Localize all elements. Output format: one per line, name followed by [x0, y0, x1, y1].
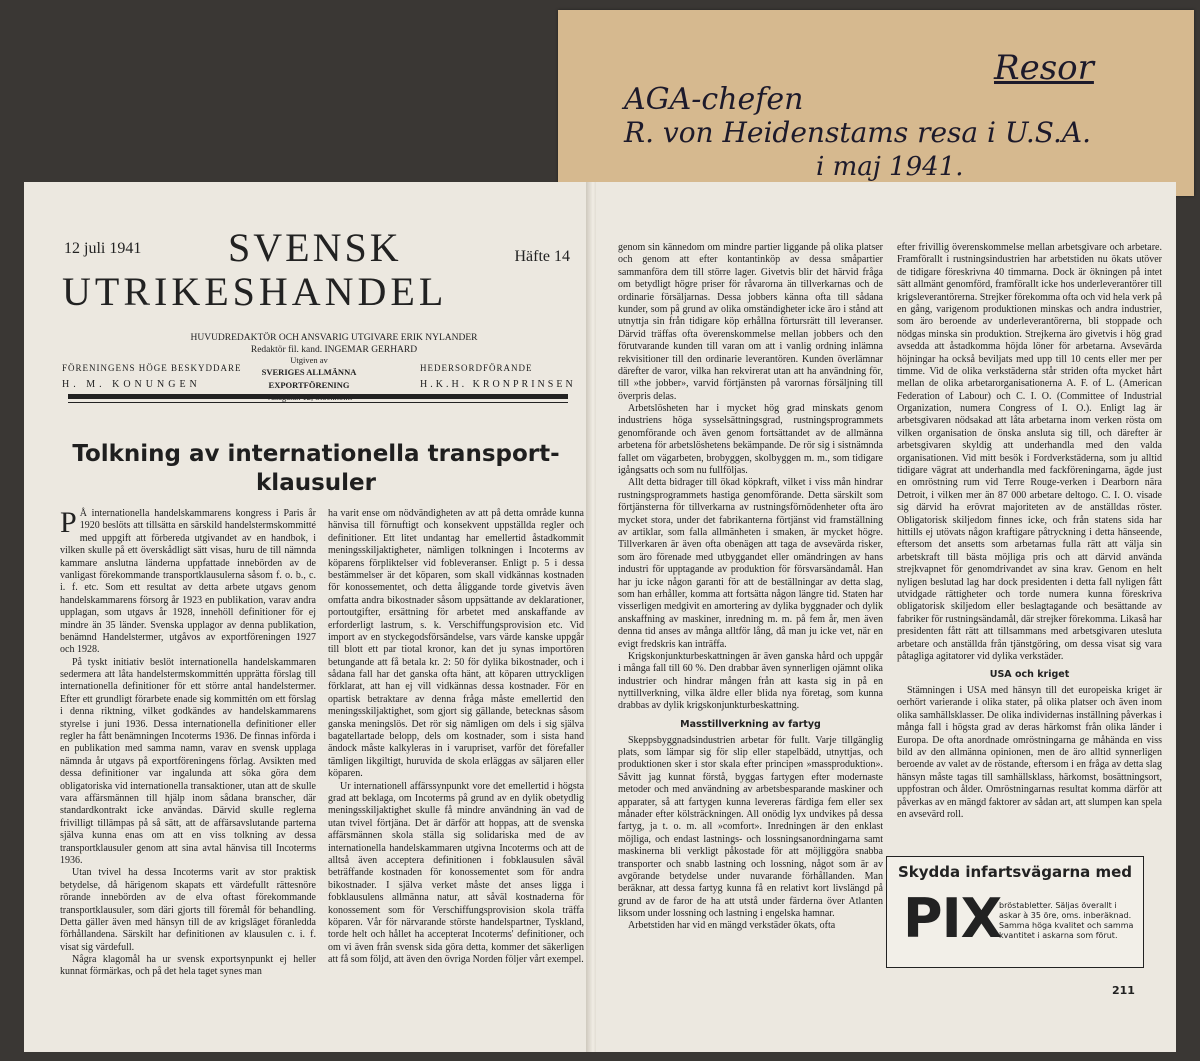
left-page — [24, 182, 592, 1052]
note-line-1: AGA-chefen — [624, 82, 804, 117]
honorary-name: H.K.H. KRONPRINSEN — [420, 379, 576, 391]
note-line-3: i maj 1941. — [816, 152, 964, 182]
patron-label: FÖRENINGENS HÖGE BESKYDDARE — [62, 363, 242, 373]
drop-cap: P — [60, 506, 77, 539]
paragraph: Några klagomål ha ur svensk exportsynpunkt ej heller kunnat förmärkas, och på det hela taget synes man — [60, 954, 316, 978]
honorary-block — [420, 360, 576, 394]
note-title: Resor — [994, 48, 1094, 88]
ad-brand: PIX — [903, 887, 1002, 950]
paragraph: Skeppsbyggnadsindustrien arbetar för fullt. Varje tillgänglig plats, som lämpar sig för slip eller stapelbädd, utnyttjas, och produktionen sker i stor skala efter principen »massproduktion». Såvitt jag kunnat förstå, byggas fartygen efter modernaste metoder och med användning av arbetsbesparande maskiner och apparater, så att fartygen kunna levereras färdiga fem eller sex månader efter kölsträckningen. All onödig lyx undvikes på dessa fartyg, ja t. o. m. all »comfort». Inredningen är den enklast möjliga, och endast lastnings- och lossningsanordningarna samt maskinerna bli verkligt påkostade för att möjliggöra snabba transporter och snabb lastning och lossning, något som är av avgörande betydelse under nuvarande förhållanden. Man beräknar, att dessa fartyg kunna få en relativt kort livslängd på grund av de faror de ha att utstå under färderna över Atlanten liksom under lossning och lastning i engelska hamnar. — [618, 734, 883, 920]
paragraph: Å internationella handelskammarens kongress i Paris år 1920 beslöts att tillsätta en särskild handelstermskommitté med uppgift att förbereda utgivandet av en handbok, i vilken skulle på ett överskådligt sätt visas, huru de till nämnda kammare anslutna länderna uppfattade innebörden av de vanligast förekommande transportklausulerna såsom f. o. b., c. i. f. etc. Som ett resultat av detta arbete utgavs genom handelskammarens försorg år 1923 en publikation, varav andra upplagan, som utgavs år 1928, innehöll definitioner för ej mindre än 35 länder. Svenska upplagor av denna publikation, benämnd Handelstermer, utgåvos av exportföreningen 1927 och 1928. — [60, 508, 316, 656]
paragraph: Krigskonjunkturbeskattningen är även ganska hård och uppgår i många fall till 60 %. Den drabbar även synnerligen ojämnt olika industrier och hindrar mången från att kasta sig in på en nyttillverkning, vilka äldre eller blida nya företag, som kunna drabbas av dylik krigskonjunkturbeskattning. — [618, 650, 883, 712]
publisher-name: SVERIGES ALLMÄNNA EXPORTFÖRENING — [261, 367, 357, 390]
article-column-1 — [60, 508, 316, 979]
paragraph: Allt detta bidrager till ökad köpkraft, vilket i viss mån hindrar rustningsprogrammets hastiga genomförande. Detta särskilt som förtjänsterna för tillverkarna av rustningsförnödenheter ofta äro mycket stora, under det fabrikanterna förtjänst vid framställning av artiklar, som falla allmänheten i smaken, är mycket högre. Tillverkaren är även ofta obenägen att taga de avsevärda risker, som äro förenade med utbyggandet eller omändringen av hans industri för upptagande av produktion för försvarsändamål. Han har ju icke någon garanti för att de beställningar av detta slag, som han erhåller, komma att fortsätta någon längre tid. Staten har visserligen medgivit en amortering av dylika byggnader och dylik anskaffning av maskiner, inredning m. m. på fem år, men även denna tid anses av många alltför lång, då man ju icke vet, när en evigt fredskris kan inträffa. — [618, 477, 883, 650]
handwritten-note — [558, 10, 1194, 196]
issue-number: Häfte 14 — [514, 248, 570, 265]
masthead-rule — [68, 394, 568, 399]
pix-advertisement — [886, 856, 1144, 968]
editor-line — [164, 332, 504, 357]
page2-column-1 — [618, 242, 883, 933]
paragraph: Stämningen i USA med hänsyn till det europeiska kriget är oerhört varierande i olika stater, på olika platser och även inom olika samhällsklasser. De olika individernas inställning påverkas i många fall i högsta grad av deras härkomst från olika länder i Europa. De ofta anordnade omröstningarna ge måhända en viss bild av den allmänna opinionen, men de äro alltid synnerligen beroende av valet av de röstande, eftersom i en fråga av detta slag hänsyn måste tagas till samhällsklass, härkomst, bosättningsort, uppfostran och ålder. Omröstningarnas resultat komma därför att påverkas av en mängd faktorer av sådan art, att slumpen kan spela en avsevärd roll. — [897, 685, 1162, 820]
article-body — [60, 508, 584, 979]
masthead-rule-thin — [68, 402, 568, 403]
paragraph: ha varit ense om nödvändigheten av att på detta område kunna hänvisa till förnuftigt och konsekvent uppställda regler och definitioner. Ett litet undantag har emellertid åstadkommit meningsskiljaktigheter, nämligen tolkningen i Incoterms av köparens förpliktelser vid fobleveranser. Enligt p. 5 i dessa bestämmelser är det köparen, som skall vidkännas kostnaden för konossementet, och detta åliggande torde givetvis även omfatta andra bikostnader såsom uppsättande av deklarationer, portoutgifter, ersättning för arbetet med anskaffande av erforderligt lastrum, s. k. Verschiffungsprovision etc. Vid import av en styckegodsförsändelse, vars värde kanske uppgår till blott ett par tiotal kronor, kan det ju synas importören betungande att få betala kr. 2: 50 för dylika bikostnader, och i sådana fall har det ganska ofta hänt, att köparen uttryckligen förklarat, att han ej vill vidkännas dessa kostnader. För en opartisk betraktare av denna fråga måste emellertid den meningsskiljaktighet, som gjort sig gällande, betecknas såsom ganska meningslös. Det rör sig nämligen om dels i sig själva bagatellartade belopp, dels om kostnader, som i sista hand ändock måste kalkyleras in i varupriset, varför det förefaller tämligen likgiltigt, huruvida de skola erläggas av säljaren eller köparen. — [328, 508, 584, 780]
paragraph: Utan tvivel ha dessa Incoterms varit av stor praktisk betydelse, då härigenom skapats ett värdefullt rättesnöre rörande innebörden av de elva oftast förekommande transportklausuler, som däri gjorts till föremål för behandling. Detta gäller även med hänsyn till de av krigsläget föranledda förhållandena. Särskilt har definitionen av klausulen c. i. f. visat sig värdefull. — [60, 867, 316, 953]
patron-block — [62, 360, 242, 394]
ad-text: bröstabletter. Säljas överallt i askar à 35 öre, oms. inberäknad. Samma höga kvalitet och samma kvantitet i askarna som förut. — [999, 901, 1134, 940]
masthead-name-2: UTRIKESHANDEL — [62, 269, 448, 314]
page2-column-2 — [897, 242, 1162, 933]
masthead-name-1: SVENSK — [228, 225, 402, 270]
note-line-2: R. von Heidenstams resa i U.S.A. — [624, 116, 1092, 149]
page-number: 211 — [1112, 984, 1135, 997]
right-page — [596, 182, 1176, 1052]
editor: Redaktör fil. kand. INGEMAR GERHARD — [250, 345, 418, 356]
honorary-label: HEDERSORDFÖRANDE — [420, 363, 533, 373]
issue-date: 12 juli 1941 — [64, 240, 142, 257]
subheading-shipbuilding: Masstillverkning av fartyg — [680, 718, 821, 730]
patron-name: H. M. KONUNGEN — [62, 379, 201, 391]
paragraph: efter frivillig överenskommelse mellan arbetsgivare och arbetare. Framförallt i rustningsindustrien har arbetstiden nu ökats utöver de tidigare föreskrivna 40 timmarna. Dock är ökningen på intet sätt allmänt genomförd, framförallt icke hos underleverantörer till krigsleverantörerna. Strejker förekomma ofta och vid hela verk på en gång, varigenom produktionen minskas och andra industrier, som äro beroende av underleverantörerna, bli stoppade och nödgas minska sin produktion. Strejkerna äro givetvis i hög grad avsedda att åstadkomma höjda löner för arbetarna. Avsevärda höjningar ha också beviljats med upp till 10 cents eller mer per timme. Vid de olika verkstäderna står striden ofta mycket hårt mellan de olika arbetarorganisationerna A. F. of L. (American Federation of Labour) och C. I. O. (Committee of Industrial Organization, numera Congress of I. O.). Enligt lag är arbetsgivaren nödsakad att låta arbetarna inom verken rösta om vilken organisation de önska ansluta sig till, och därefter är arbetsgivaren skyldig att underhandla med den valda organisationen. Vid mitt besök i Fordverkstäderna, som ju alltid tidigare vägrat att underhandla med fackföreningarna, ägde just en omröstning rum vid Terre Rouge-verken i Dearborn nära Detroit, i vilken mer än 87 000 arbetare deltogo. C. I. O. visade sig därvid ha erövrat majoriteten av de anställdas röster. Obligatorisk skiljedom finnes icke, och från statens sida har hittills ej utövats någon kraftigare påtryckning i detta hänseende, eftersom det ansetts som arbetarnas fulla rätt att välja sin arbetskraft till bästa möjliga pris och att därvid använda strejkvapnet för genomdrivandet av sina krav. Genom en helt nyligen beslutad lag har dock presidenten i detta fall nyligen fått utvidgade rättigheter och torde numera kunna föreskriva obligatorisk skiljedom eller beslagtagande och besättande av fabriker för rustningsändamål, där strejker förekomma. Likaså har presidenten fått rätt att tillsammans med arbetsgivaren utesluta arbetare och anställda från tjänstgöring, om dessa visat sig vara påtagliga agitatorer vid dylika verkstäder. — [897, 242, 1162, 662]
article-title: Tolkning av internationella transport-klausuler — [72, 441, 560, 496]
subheading-usa-war: USA och kriget — [989, 669, 1070, 681]
publisher-label: Utgiven av — [290, 355, 328, 365]
article-column-2 — [328, 508, 584, 979]
page2-body — [618, 242, 1162, 933]
paragraph: På tyskt initiativ beslöt internationella handelskammaren sedermera att låta handelstermskommittén upprätta förslag till internationella definitioner för ett större antal handelstermer. Efter ett grundligt förarbete enade sig kommittén om ett förslag i denna riktning, vilket godkändes av handelskammarens styrelse i juni 1936. Dessa internationella definitioner eller regler ha fått benämningen Incoterms 1936. De finnas införda i en publikation med samma namn, varav en svensk upplaga nämnda år utgavs på exportföreningens förlag. Avsikten med dessa definitioner var ingalunda att söka göra dem obligatoriska vid internationella transaktioner, utan att de skulle vara affärsmännen till hjälp inom sådana branscher, där standardkontrakt icke användas. Därvid skulle reglerna frivilligt tillämpas på så sätt, att de affärsavslutande parterna själva kunna enas om att en viss tolkning av dessa transportklausuler genom att sina avtal hänvisa till Incoterms 1936. — [60, 656, 316, 866]
paragraph: Ur internationell affärssynpunkt vore det emellertid i högsta grad att beklaga, om Incoterms på grund av en dylik obetydlig meningsskiljaktighet skulle få mindre användning än vad de utan tvivel förtjäna. Det är därför att hoppas, att de svenska affärsmännen skola ställa sig solidariska med de av internationella handelskammaren utgivna Incoterms och att de alltså även acceptera definitionen i fobklausulen såväl beträffande kostnaden för konossementet som för andra bikostnader. I själva verket måste det anses ligga i fobklausulens allmänna natur, att såväl kostnaderna för konossement som för Verschiffungsprovision skola träffa köparen. Vår för närvarande störste handelspartner, Tyskland, torde helt och hållet ha accepterat Incoterms' definitioner, och om vi även från svensk sida göra detta, kommer det säkerligen att få som följd, att även den övriga Norden följer vårt exempel. — [328, 780, 584, 966]
chief-editor: HUVUDREDAKTÖR OCH ANSVARIG UTGIVARE ERIK NYLANDER — [190, 333, 478, 343]
ad-headline: Skydda infartsvägarna med — [897, 863, 1133, 881]
paragraph: Arbetslösheten har i mycket hög grad minskats genom industriens höga sysselsättningsgrad, rustningsprogrammets genomförande och även genom fortsättandet av de allmänna arbetena för arbetslöshetens bekämpande. De rör sig i sistnämnda fallet om vägarbeten, brobyggen, skolbyggen m. m., som tidigare igångsatts och som nu fullföljas. — [618, 403, 883, 477]
paragraph: genom sin kännedom om mindre partier liggande på olika platser och genom att efter kontantinköp av dessa småpartier sammanföra dem till större lager. Givetvis blir det härvid fråga om betydligt högre priser för råvarorna än tillverkarnas och de ordinarie försäljarnas. Dessa jobbers känna ofta till sådana kunder, som på grund av olika omständigheter icke äro i stånd att utnyttja sin från tidigare köp erhållna förtursrätt till leveranser. Därvid träffas ofta överenskommelse mellan jobbers och den förutvarande kunden till varan om att i vanlig ordning inlämna rekvisitioner till den ordinarie leverantören. Kunden överlämnar därefter de varor, vilka han rekvirerat utan att ha användning för, till »the jobber», varvid förtjänsten på varornas försäljning till överpris delas. — [618, 242, 883, 402]
paragraph: Arbetstiden har vid en mängd verkstäder ökats, ofta — [628, 920, 836, 932]
